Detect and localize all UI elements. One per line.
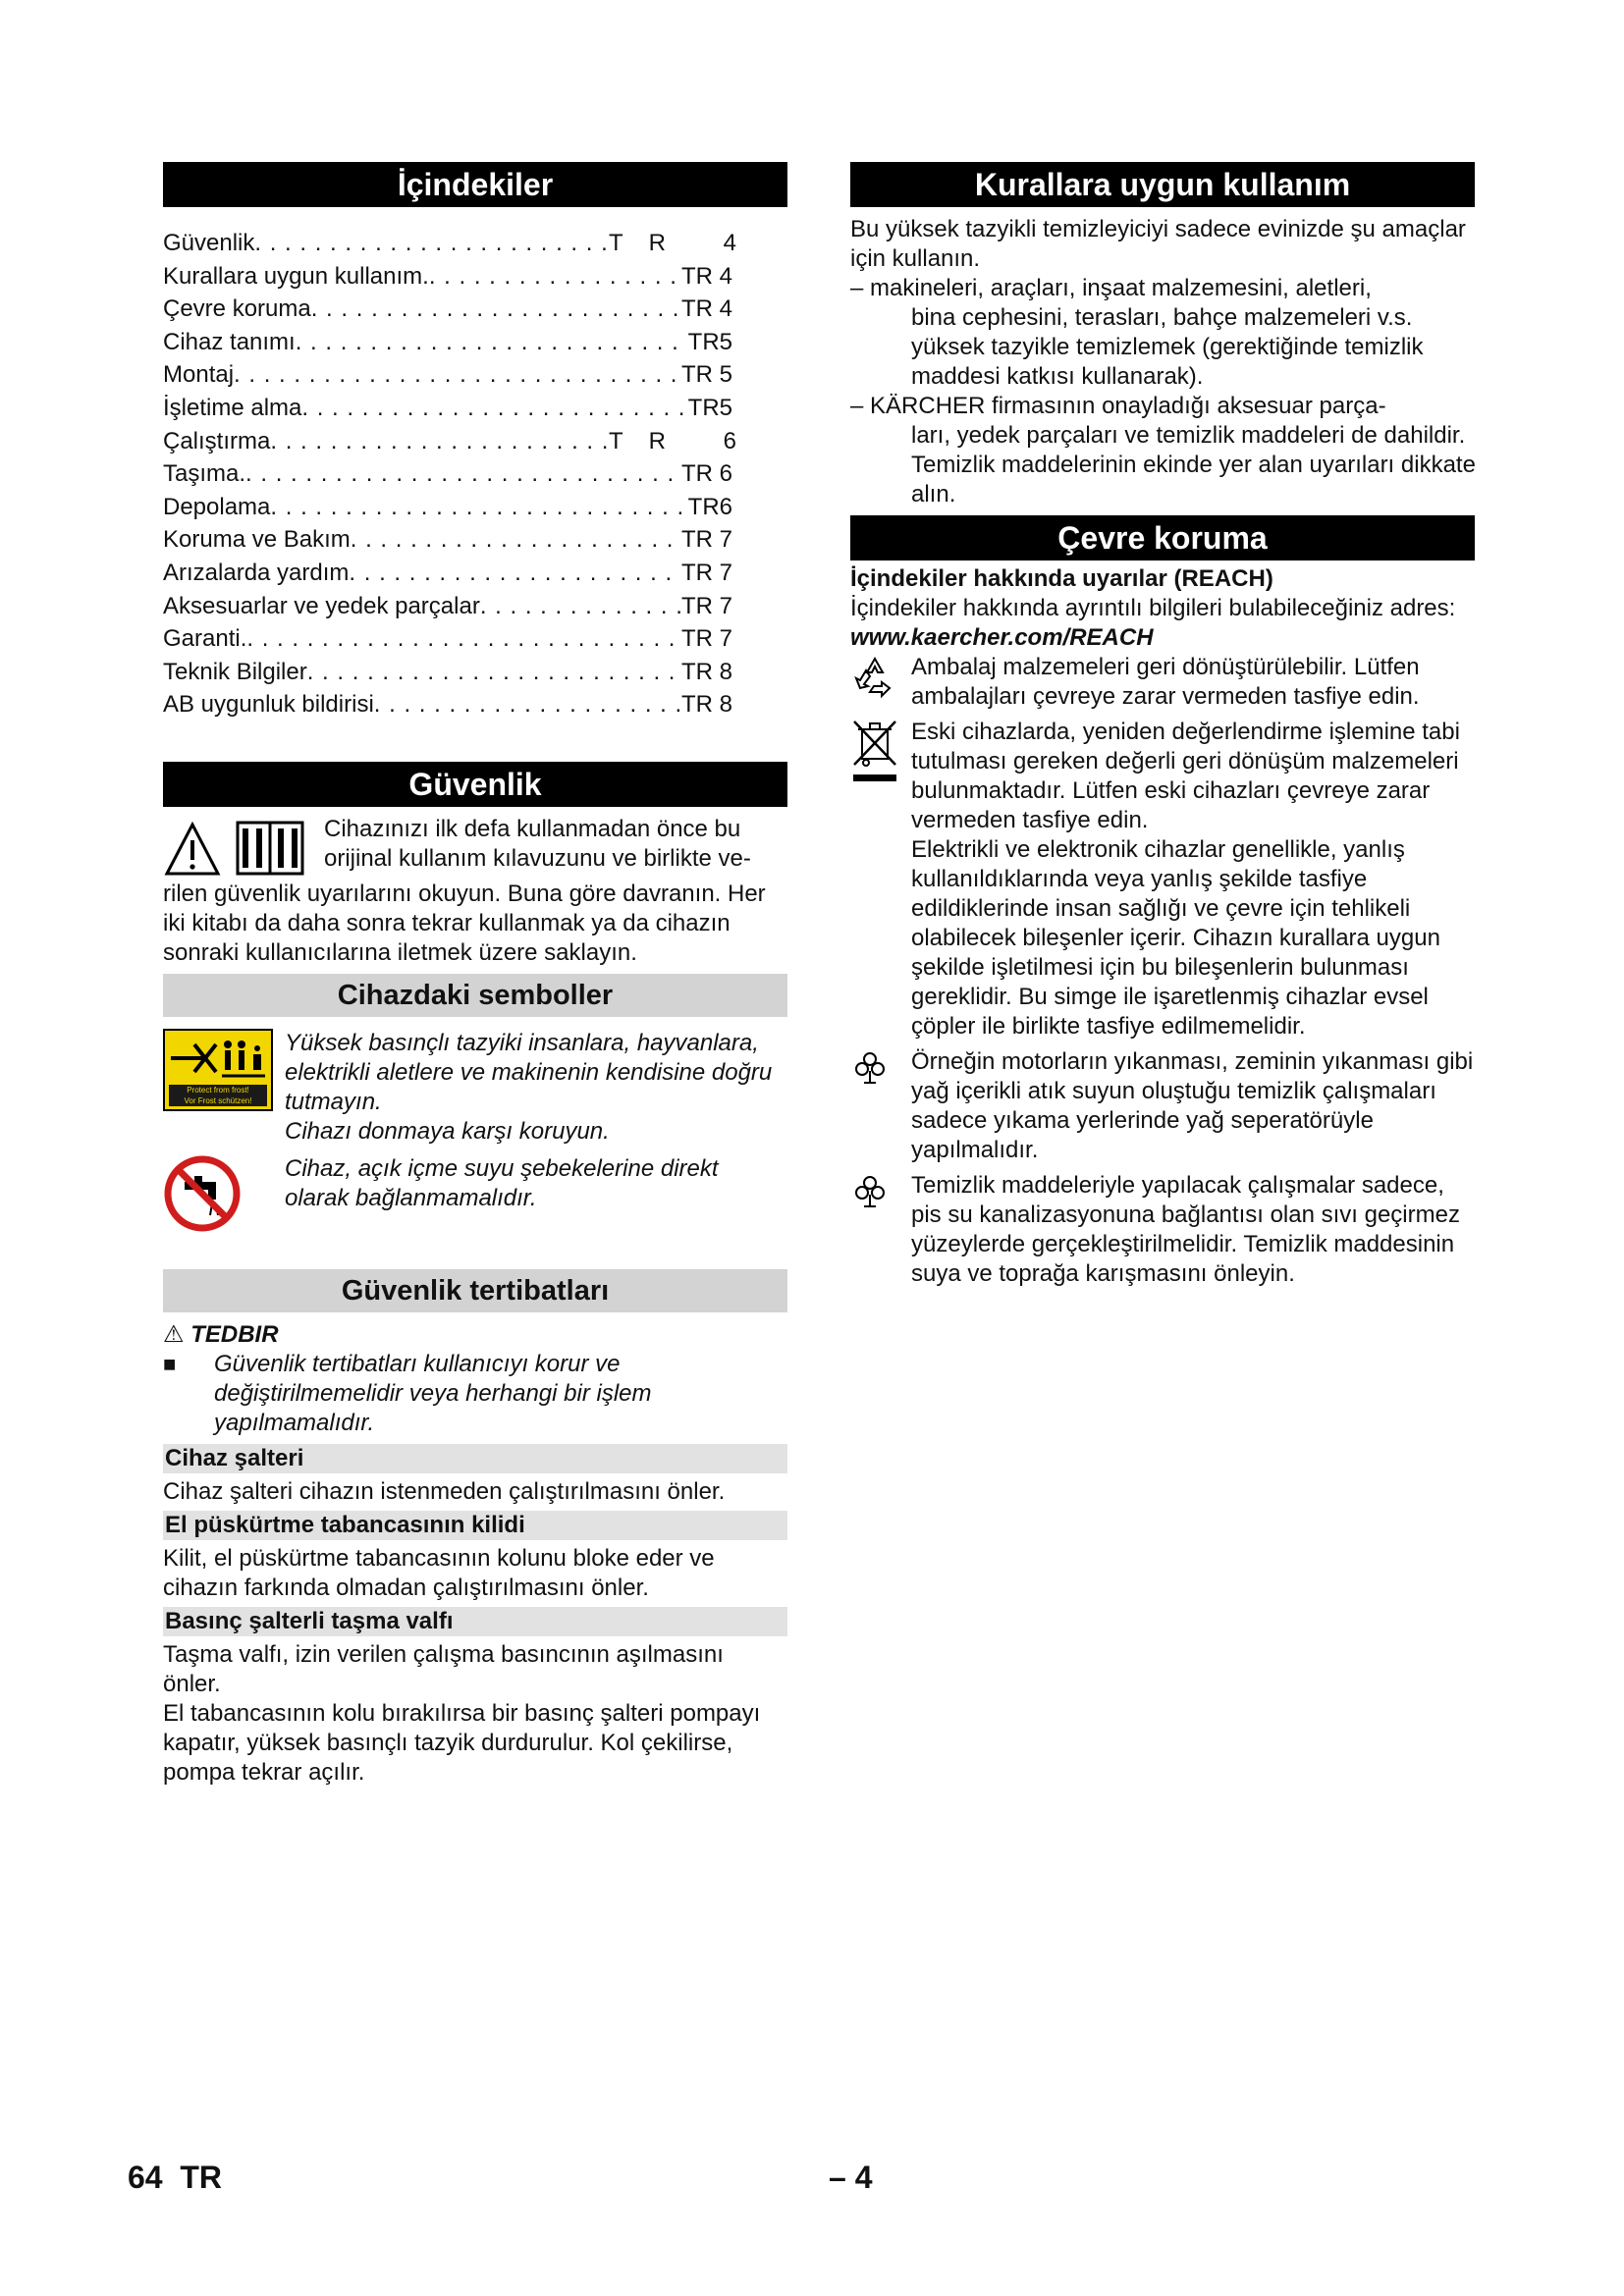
toc-row: [163, 622, 732, 656]
toc-row: [163, 326, 732, 359]
toc-leader: [246, 622, 681, 656]
crossed-bin-icon: [850, 718, 899, 782]
toc-page: TR5: [687, 394, 732, 421]
toc-page: TR 4: [608, 230, 762, 256]
toc-row: [163, 227, 762, 260]
toc-title: AB uygunluk bildirisi: [163, 691, 374, 719]
safety-intro-line1: Cihazınızı ilk defa kullanmadan önce bu: [324, 815, 741, 842]
symbol-text-2: Cihazı donmaya karşı koruyun.: [285, 1117, 610, 1145]
left-column: [163, 162, 787, 1788]
toc-page: TR 6: [680, 460, 732, 488]
detergent-text: Temizlik maddeleriyle yapılacak çalışmalar sadece, pis su kanalizasyonuna bağlantısı olan sıvı geçirmez yüzeylerde gerçekleştirilmelidir. Temizlik maddesinin suya ve toprağa karışmasını önleyin.: [911, 1172, 1460, 1287]
toc-title: Güvenlik: [163, 230, 255, 256]
lock-text: Kilit, el püskürtme tabancasının kolunu bloke eder ve cihazın farkında olmadan çalıştırılmasını önler.: [163, 1544, 715, 1601]
valve-heading: Basınç şalterli taşma valfı: [163, 1607, 787, 1636]
symbols-heading: Cihazdaki semboller: [163, 974, 787, 1017]
jet-warning-icon: [165, 1031, 271, 1086]
toc-page: TR6: [687, 493, 732, 520]
proper-use-item1-first: – makineleri, araçları, inşaat malzemesini, aletleri,: [850, 275, 1372, 301]
page-number-center: – 4: [829, 2160, 873, 2195]
toc-title: Garanti.: [163, 625, 247, 653]
toc-row: [163, 457, 732, 491]
proper-use-item1-rest: bina cephesini, terasları, bahçe malzemeleri v.s. yüksek tazyikle temizlemek (gerektiğinde temizlik maddesi katkısı kullanarak).: [911, 304, 1424, 390]
toc-title: Koruma ve Bakım: [163, 526, 351, 554]
toc-leader: [351, 523, 681, 557]
safety-intro-line2: orijinal kullanım kılavuzunu ve birlikte ve-: [324, 844, 751, 872]
weee-row: [850, 718, 1479, 1041]
environment-tip-icon: [850, 1047, 890, 1087]
caution-text: Güvenlik tertibatları kullanıcıyı korur ve değiştirilmemelidir veya herhangi bir işlem yapılmamalıdır.: [214, 1350, 652, 1436]
switch-text: Cihaz şalteri cihazın istenmeden çalıştırılmasını önler.: [163, 1477, 726, 1505]
toc-heading: İçindekiler: [163, 162, 787, 207]
toc-page: TR 4: [680, 295, 732, 323]
toc-title: Kurallara uygun kullanım.: [163, 262, 429, 290]
toc-page: TR 4: [680, 262, 732, 290]
toc-title: İşletime alma: [163, 394, 302, 421]
toc-page: TR 7: [680, 559, 732, 586]
symbol-text-1: Yüksek basınçlı tazyiki insanlara, hayvanlara, elektrikli aletlere ve makinenin kendisine doğru tutmayın.: [285, 1029, 773, 1115]
toc-title: Taşıma.: [163, 460, 246, 488]
toc-title: Cihaz tanımı: [163, 328, 296, 355]
toc-page: TR 6: [608, 427, 762, 454]
jet-warning-sign: [163, 1029, 273, 1111]
toc-leader: [374, 688, 681, 721]
toc-page: TR 7: [680, 592, 732, 619]
safety-devices-heading: Güvenlik tertibatları: [163, 1269, 787, 1312]
frost-label: Protect from frost! Vor Frost schützen!: [169, 1085, 267, 1106]
symbol-row-1: [163, 1029, 787, 1147]
toc-leader: [234, 358, 681, 392]
toc-leader: [480, 590, 681, 623]
toc-page: TR 8: [680, 691, 732, 719]
right-column: [850, 162, 1479, 1289]
toc-title: Çalıştırma: [163, 427, 271, 454]
reach-heading: İçindekiler hakkında uyarılar (REACH): [850, 565, 1273, 592]
toc-page: TR 7: [680, 625, 732, 653]
packaging-text: Ambalaj malzemeleri geri dönüştürülebilir. Lütfen ambalajları çevreye zarar vermeden tasfiye edin.: [911, 654, 1420, 710]
packaging-row: [850, 653, 1479, 712]
toc-page: TR 7: [680, 526, 732, 554]
switch-heading: Cihaz şalteri: [163, 1444, 787, 1473]
caution-line: [163, 1320, 787, 1350]
proper-use-intro: Bu yüksek tazyikli temizleyiciyi sadece evinizde şu amaçlar için kullanın.: [850, 216, 1466, 272]
toc-row: [163, 688, 732, 721]
safety-intro-rest: rilen güvenlik uyarılarını okuyun. Buna göre davranın. Her iki kitabı da daha sonra tekrar kullanmak ya da cihazın sonraki kullanıcılarına iletmek üzere saklayın.: [163, 880, 766, 966]
oil-row: [850, 1047, 1479, 1165]
proper-use-item2-first: – KÄRCHER firmasının onayladığı aksesuar parça-: [850, 393, 1386, 419]
toc-row: [163, 590, 732, 623]
environment-tip-icon: [850, 1171, 890, 1210]
safety-icons: [163, 815, 320, 880]
toc-row: [163, 293, 732, 326]
weee-text-1: Eski cihazlarda, yeniden değerlendirme işlemine tabi tutulması gereken değerli geri dönüşüm malzemeleri bulunmaktadır. Lütfen eski cihazları çevreye zarar vermeden tasfiye edin.: [911, 719, 1460, 833]
safety-intro: [163, 815, 787, 880]
toc-leader: [245, 457, 681, 491]
toc-page: TR 5: [680, 361, 732, 389]
caution-label: TEDBIR: [190, 1320, 279, 1348]
toc-page: TR 8: [680, 658, 732, 685]
toc-title: Çevre koruma: [163, 295, 311, 323]
toc-title: Teknik Bilgiler: [163, 658, 307, 685]
recycling-icon: [850, 653, 899, 702]
symbol-row-2: [163, 1154, 787, 1238]
toc-row: [163, 656, 732, 689]
toc-row: [163, 260, 732, 294]
toc-row: [163, 392, 732, 425]
warning-and-manual-icon: [163, 815, 320, 880]
weee-text-2: Elektrikli ve elektronik cihazlar genellikle, yanlış kullanıldıklarında veya yanlış şekilde tasfiye edildiklerinde insan sağlığı ve çevre için tehlikeli olabilecek bileşenler içerir. Cihazın kurallara uygun şekilde işletilmesi için bu bileşenlerin bulunması gereklidir. Bu simge ile işaretlenmiş cihazlar evsel çöpler ile birlikte tasfiye edilmemelidir.: [911, 836, 1440, 1040]
symbol-text-3: Cihaz, açık içme suyu şebekelerine direkt olarak bağlanmamalıdır.: [285, 1154, 719, 1211]
valve-text-2: El tabancasının kolu bırakılırsa bir basınç şalteri pompayı kapatır, yüksek basınçlı tazyik durdurulur. Kol çekilirse, pompa tekrar açılır.: [163, 1699, 761, 1786]
caution-warning-icon: ⚠: [163, 1320, 185, 1348]
toc-title: Aksesuarlar ve yedek parçalar: [163, 592, 480, 619]
toc-row: [163, 425, 762, 458]
lock-heading: El püskürtme tabancasının kilidi: [163, 1511, 787, 1540]
toc-leader: [296, 326, 688, 359]
no-drinking-water-icon: [163, 1154, 242, 1233]
proper-use-heading: Kurallara uygun kullanım: [850, 162, 1475, 207]
page-number-language: 64 TR: [128, 2160, 223, 2195]
caution-item: [163, 1350, 787, 1438]
toc-leader: [311, 293, 681, 326]
toc-leader: [254, 227, 609, 260]
toc-leader: [270, 491, 687, 524]
toc-row: [163, 523, 732, 557]
toc-row: [163, 491, 732, 524]
toc-leader: [301, 392, 687, 425]
reach-link[interactable]: www.kaercher.com/REACH: [850, 624, 1154, 651]
valve-text-1: Taşma valfı, izin verilen çalışma basıncının aşılmasını önler.: [163, 1640, 724, 1697]
toc-row: [163, 557, 732, 590]
toc-page: TR5: [687, 328, 732, 355]
safety-heading: Güvenlik: [163, 762, 787, 807]
reach-text: İçindekiler hakkında ayrıntılı bilgileri bulabileceğiniz adres:: [850, 595, 1456, 621]
toc-title: Depolama: [163, 493, 271, 520]
environment-heading: Çevre koruma: [850, 515, 1475, 561]
table-of-contents: [163, 227, 787, 721]
proper-use-item2-rest: ları, yedek parçaları ve temizlik maddeleri de dahildir. Temizlik maddelerinin ekinde yer alan uyarıları dikkate alın.: [911, 422, 1476, 507]
toc-title: Montaj: [163, 361, 235, 389]
detergent-row: [850, 1171, 1479, 1289]
toc-leader: [307, 656, 681, 689]
toc-leader: [349, 557, 681, 590]
square-bullet-icon: ■: [163, 1351, 177, 1376]
toc-leader: [429, 260, 681, 294]
toc-row: [163, 358, 732, 392]
oil-text: Örneğin motorların yıkanması, zeminin yıkanması gibi yağ içerikli atık suyun oluştuğu temizlik çalışmaları sadece yıkama yerlerinde yağ seperatörüyle yapılmalıdır.: [911, 1048, 1474, 1163]
toc-title: Arızalarda yardım: [163, 559, 350, 586]
toc-leader: [270, 425, 609, 458]
